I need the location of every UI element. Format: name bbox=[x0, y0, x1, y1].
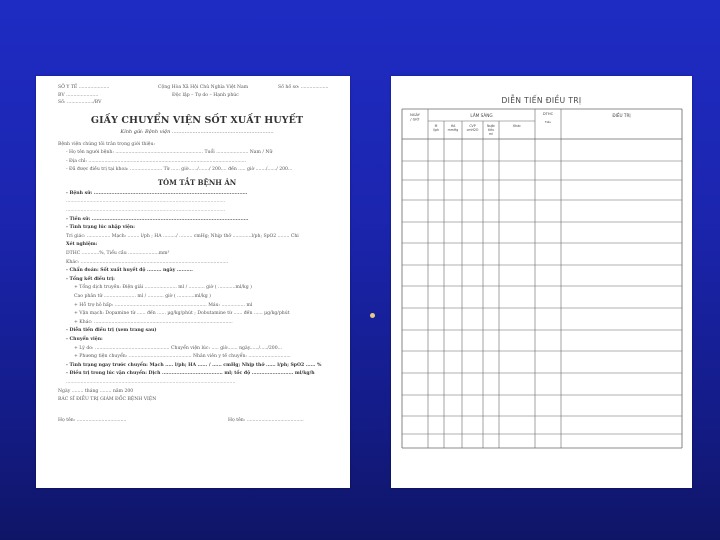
form-line: DTHC ............%, Tiểu cầu .....................mm³ bbox=[66, 251, 170, 257]
header-left bbox=[58, 86, 109, 109]
header-dieu-tri: ĐIỀU TRỊ bbox=[612, 113, 631, 118]
form-title: GIẤY CHUYỂN VIỆN SỐT XUẤT HUYẾT bbox=[90, 115, 304, 126]
form-line: BÁC SĨ ĐIỀU TRỊ GIÁM ĐỐC BỆNH VIỆN bbox=[58, 397, 157, 403]
form-line: - Chuyển viện: bbox=[66, 336, 103, 342]
header-right-line: Số hồ sơ: ................... bbox=[278, 85, 329, 90]
form-line: + Vận mạch: Dopamine từ ...... đến ...... µg/kg/phút ; Dobutamine từ ...... đến ...... µg/kg/phút bbox=[74, 311, 290, 317]
progress-title: DIỄN TIẾN ĐIỀU TRỊ bbox=[501, 96, 582, 105]
form-line: + Khác: ............................................................................................... bbox=[74, 319, 233, 325]
intro-section bbox=[58, 143, 336, 173]
header-dthc-unit: Tiểu bbox=[544, 120, 552, 124]
sub-header-label: cmH2O bbox=[466, 128, 479, 132]
form-line: - Điều trị trong lúc vận chuyển: Dịch ...................................... ml; tốc độ .......................... ml/kg/h bbox=[66, 371, 315, 377]
bullet-right bbox=[370, 313, 375, 318]
footer-left-name: Họ tên: .................................. bbox=[58, 417, 127, 423]
transfer-form-page bbox=[36, 76, 350, 488]
form-line: + Phương tiện chuyển: ........................................... Nhân viên y tế chuyển: ............................. bbox=[74, 354, 291, 360]
form-line: - Diễn tiến điều trị (xem trang sau) bbox=[66, 328, 157, 334]
form-line: - Tổng kết điều trị: bbox=[66, 276, 115, 282]
form-line: Ngày ........ tháng ........ năm 200 bbox=[58, 388, 134, 394]
form-line: - Họ tên người bệnh: ............................................................ Tuổi ...................... Nam / Nữ bbox=[66, 150, 273, 156]
form-line: - Đã được điều trị tại khoa: ...................... Từ ...... giờ....../......./ 200.... đến ..... giờ ......./....../ 200... bbox=[66, 167, 293, 173]
form-line: + Lý do: ................................................... Chuyển viện lúc: ..... giờ....... ngày....../...../200... bbox=[74, 345, 283, 351]
summary-title: TÓM TẮT BỆNH ÁN bbox=[157, 177, 237, 187]
form-line: ............................................................................................................. bbox=[66, 208, 226, 214]
footer-right-name: Họ tên: ....................................... bbox=[228, 417, 304, 423]
form-line: Khác: ..................................................................................................... bbox=[66, 259, 229, 265]
header-dthc: DTHC bbox=[542, 112, 554, 116]
header-center-line: Độc lập – Tự do – Hạnh phúc bbox=[172, 92, 239, 98]
form-line: Bệnh viện chúng tôi trân trọng giới thiệu: bbox=[58, 141, 156, 147]
form-line: - Bệnh sử: ................................................................................................ bbox=[66, 190, 248, 196]
header-left-line: BV ...................... bbox=[58, 92, 99, 98]
sub-header-label: l/ph bbox=[432, 128, 440, 132]
header-lam-sang: LÂM SÀNG bbox=[470, 113, 493, 118]
form-header bbox=[58, 86, 336, 108]
form-line: - Tiền sử: .................................................................................................. bbox=[66, 216, 249, 222]
sub-header-label: M bbox=[434, 124, 438, 128]
form-footer bbox=[58, 407, 336, 431]
form-line: - Chẩn đoán: Sốt xuất huyết độ ......... ngày .......... bbox=[66, 268, 193, 274]
header-right bbox=[278, 86, 329, 94]
form-line: - Địa chỉ: ............................................................................................................ bbox=[66, 158, 247, 164]
form-line: ............................................................................................................. bbox=[66, 199, 226, 205]
treatment-progress-page bbox=[391, 76, 692, 488]
header-center bbox=[158, 86, 248, 101]
addressee-line: Kính gửi: Bệnh viện ................................................................ bbox=[120, 128, 274, 135]
sub-header-label: Nước bbox=[486, 124, 496, 128]
header-ngay-gio: / GIỜ bbox=[410, 117, 420, 122]
header-center-line: Cộng Hòa Xã Hội Chủ Nghĩa Việt Nam bbox=[158, 85, 249, 90]
sub-header-label: HA bbox=[450, 124, 456, 128]
form-line: .................................................................................................................... bbox=[66, 379, 236, 385]
form-line: - Tình trạng ngay trước chuyển: Mạch ..... l/ph; HA ...... / ...... cmHg; Nhịp thở ...... l/ph; SpO2 ...... % bbox=[66, 362, 322, 368]
sub-header-label: Khác bbox=[513, 124, 521, 128]
sub-header-label: tiểu bbox=[487, 128, 495, 132]
form-line: Tri giác: ................ Mạch: ........ l/ph ; HA ........./ ......... cmHg; Nhịp thở .............l/ph; SpO2 ........ Chi bbox=[66, 233, 299, 239]
summary-section bbox=[58, 192, 336, 403]
progress-table bbox=[391, 76, 692, 488]
sub-header-label: CVP bbox=[469, 124, 476, 128]
form-line: + Hỗ trợ hô hấp: ............................................................... Máu: ................ ml bbox=[74, 302, 253, 308]
form-line: + Tổng dịch truyền: Điện giải ...................... ml / ........... giờ ( ............ml/kg ) bbox=[74, 285, 252, 291]
form-line: - Tình trạng lúc nhập viện: bbox=[66, 225, 135, 231]
header-left-line: SỞ Y TẾ ..................... bbox=[58, 85, 110, 90]
sub-header-label: mmHg bbox=[447, 128, 459, 132]
header-ngay-gio: NGÀY bbox=[410, 113, 420, 117]
form-line: Cao phân tử ...................... ml / ........... giờ ( ............ml/kg ) bbox=[74, 294, 211, 299]
sub-header-label: ml bbox=[489, 132, 493, 136]
header-left-line: Số: ................../BV bbox=[58, 100, 102, 106]
form-line: Xét nghiệm: bbox=[66, 242, 98, 248]
